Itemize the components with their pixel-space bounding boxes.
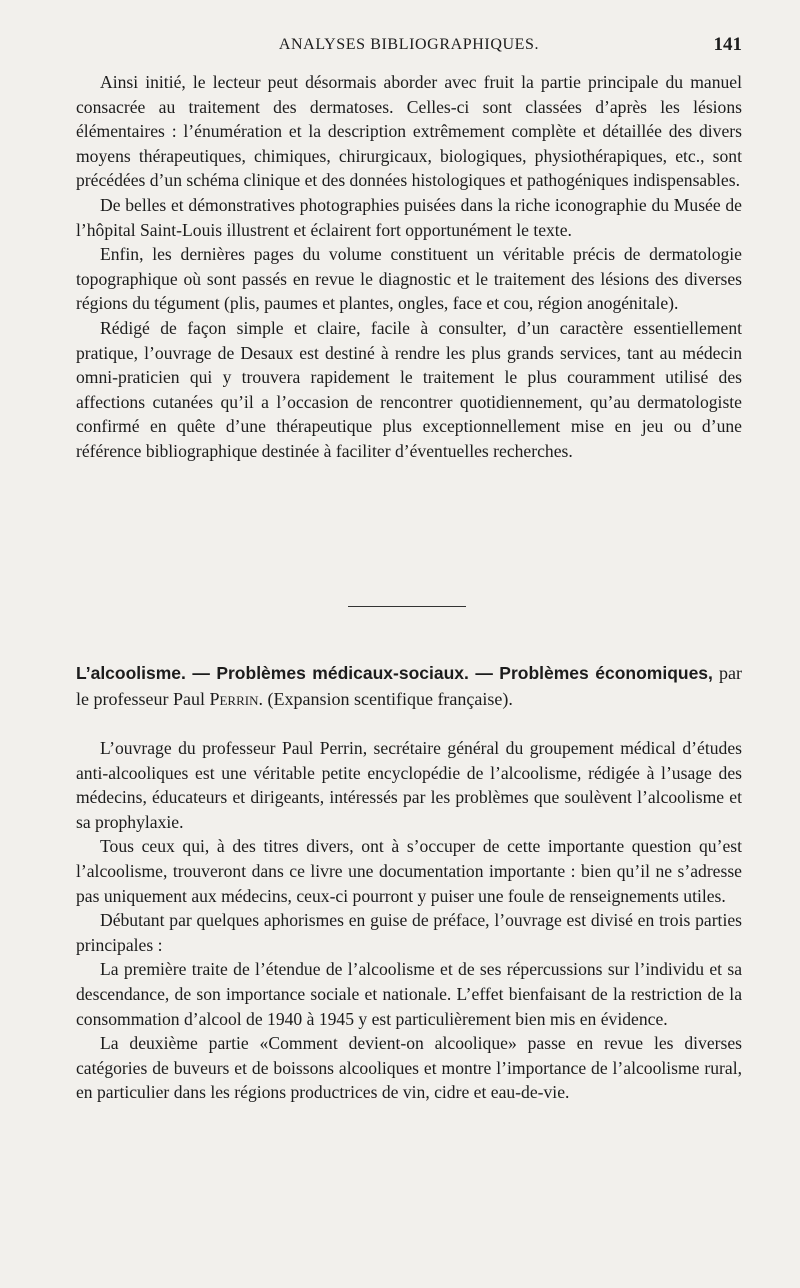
- article-heading: [76, 660, 742, 712]
- page-number: 141: [713, 34, 742, 55]
- paragraph: De belles et démonstratives photographies puisées dans la riche iconographie du Musée de l’hôpital Saint-Louis illustrent et éclairent fort opportunément le texte.: [76, 194, 742, 240]
- paragraph: Rédigé de façon simple et claire, facile à consulter, d’un caractère essentiellement pratique, l’ouvrage de Desaux est destiné à rendre les plus grands services, tant au médecin omni-praticien qui y trouvera rapidement le traitement le plus couramment utilisé des affections cutanées qu’il a l’occasion de rencontrer quotidiennement, qu’au dermatologiste confirmé en quête d’une thérapeutique plus exceptionnellement mise en jeu ou d’une référence bibliographique destinée à faciliter d’éventuelles recherches.: [76, 317, 742, 461]
- by-label: par le professeur Paul: [76, 663, 742, 709]
- paragraph: La deuxième partie «Comment devient-on alcoolique» passe en revue les diverses catégories de buveurs et de boissons alcooliques et montre l’importance de l’alcoolisme rural, en particulier dans les régions productrices de vin, cidre et eau-de-vie.: [76, 1033, 742, 1103]
- paragraph: La première traite de l’étendue de l’alcoolisme et de ses répercussions sur l’individu et sa descendance, de son importance sociale et nationale. L’effet bienfaisant de la restriction de la consommation d’alcool de 1940 à 1945 y est particulièrement bien mis en évidence.: [76, 959, 742, 1029]
- author-surname: Perrin: [209, 689, 259, 709]
- paragraph: L’ouvrage du professeur Paul Perrin, secrétaire général du groupement médical d’études anti-alcooliques est une véritable petite encyclopédie de l’alcoolisme, rédigée à l’usage des médecins, éducateurs et dirigeants, intéressés par les problèmes que soulèvent l’alcoolisme et sa prophylaxie.: [76, 738, 742, 832]
- paragraph: Ainsi initié, le lecteur peut désormais aborder avec fruit la partie principale du manuel consacrée au traitement des dermatoses. Celles-ci sont classées d’après les lésions élémentaires : l’énumération et la description extrêmement complète et détaillée des divers moyens thérapeutiques, chimiques, chirurgicaux, biologiques, physiothérapiques, etc., sont précédées d’un schéma clinique et des données histologiques et pathogéniques indispensables.: [76, 72, 742, 191]
- review-alcoolisme: [76, 736, 742, 1105]
- running-head: [76, 34, 742, 60]
- review-dermatology-continued: [76, 70, 742, 464]
- paragraph: Enfin, les dernières pages du volume constituent un véritable précis de dermatologie topographique où sont passés en revue le diagnostic et le traitement des lésions des diverses régions du tégument (plis, paumes et plantes, ongles, face et cou, région anogénitale).: [76, 244, 742, 314]
- paragraph: Tous ceux qui, à des titres divers, ont à s’occuper de cette importante question qu’est l’alcoolisme, trouveront dans ce livre une documentation importante : bien qu’il ne s’adresse pas uniquement aux médecins, ceux-ci pourront y puiser une foule de renseignements utiles.: [76, 836, 742, 906]
- book-title: L’alcoolisme. — Problèmes médicaux-sociaux. — Problèmes économiques,: [76, 663, 713, 683]
- publisher: . (Expansion scentifique française).: [258, 689, 513, 709]
- running-title: ANALYSES BIBLIOGRAPHIQUES.: [278, 36, 540, 53]
- paragraph: Débutant par quelques aphorismes en guise de préface, l’ouvrage est divisé en trois parties principales :: [76, 910, 742, 955]
- section-divider: [348, 606, 466, 607]
